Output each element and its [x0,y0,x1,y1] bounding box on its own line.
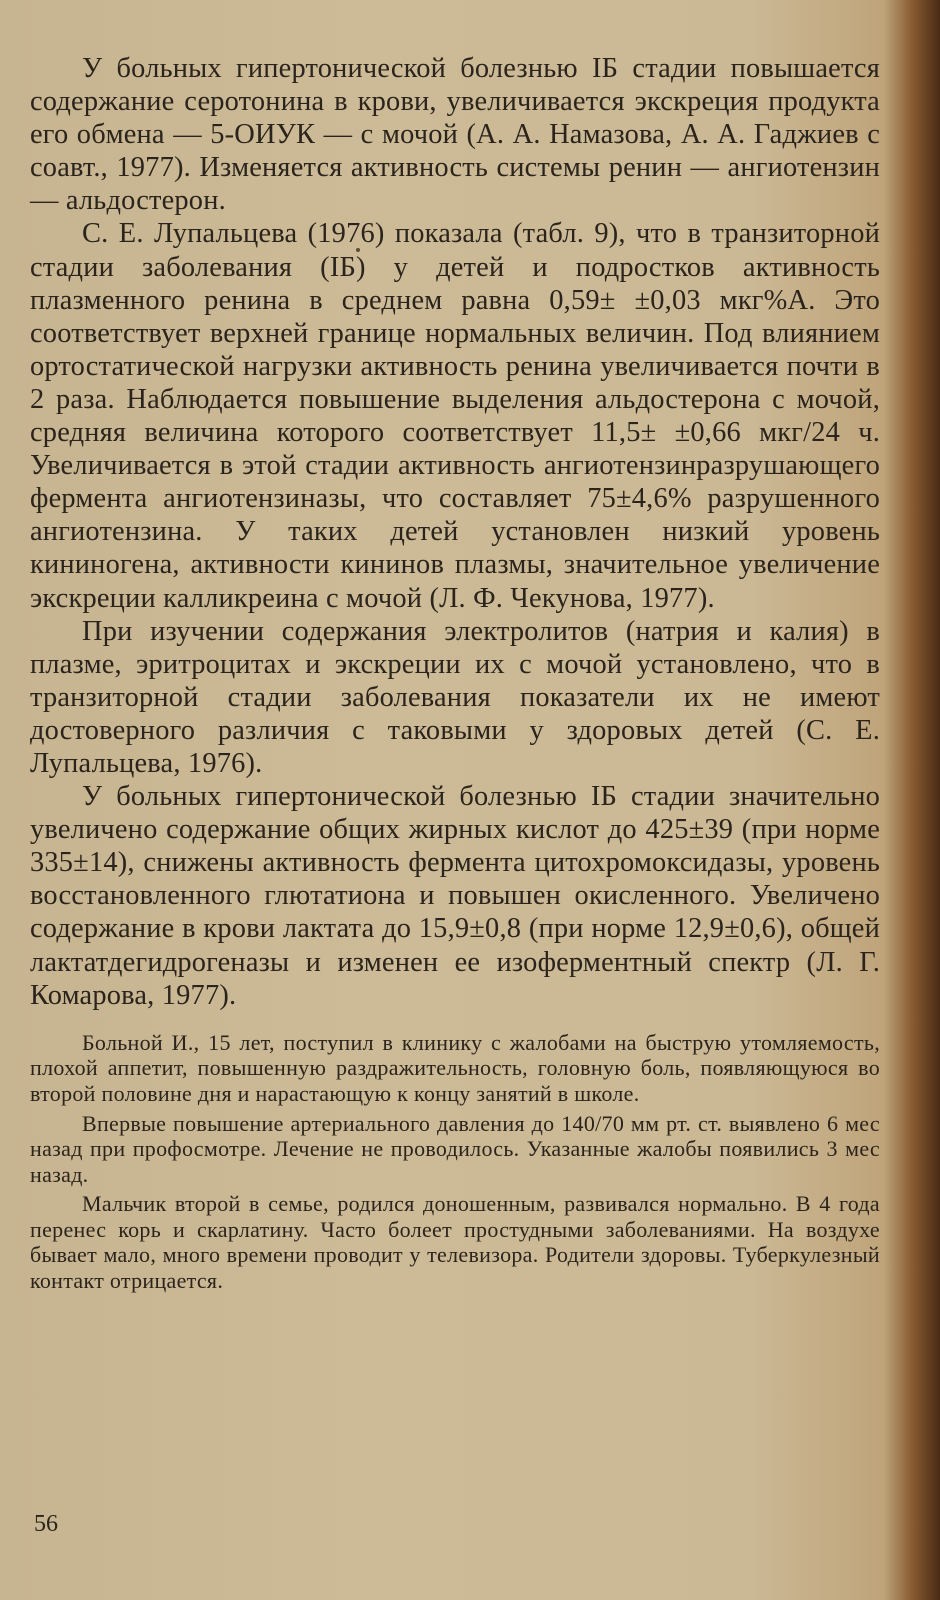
paragraph-serotonin: У больных гипертонической болезнью IБ стадии повышается содержание серотонина в крови, увеличивается экскреция продукта его обмена — 5-ОИУК — с мочой (А. А. Намазова, А. А. Гаджиев с соавт., 1977). Изменяется активность системы ренин — ангиотензин — альдостерон. [30,53,880,217]
case-history: Мальчик второй в семье, родился доношенным, развивался нормально. В 4 года перенес корь и скарлатину. Часто болеет простудными заболеваниями. На воздухе бывает мало, много времени проводит у телевизора. Родители здоровы. Туберкулезный контакт отрицается. [30,1191,880,1294]
paragraph-renin: С. Е. Лупальцева (1976) показала (табл. 9), что в транзиторной стадии заболевания (IБ) у детей и подростков активность плазменного ренина в среднем равна 0,59± ±0,03 мкг%А. Это соответствует верхней границе нормальных величин. Под влиянием ортостатической нагрузки активность ренина увеличивается почти в 2 раза. Наблюдается повышение выделения альдостерона с мочой, средняя величина которого соответствует 11,5± ±0,66 мкг/24 ч. Увеличивается в этой стадии активность ангиотензинразрушающего фермента ангиотензиназы, что составляет 75±4,6% разрушенного ангиотензина. У таких детей установлен низкий уровень кининогена, активности кининов плазмы, значительное увеличение экскреции калликреина с мочой (Л. Ф. Чекунова, 1977). [30,218,880,614]
case-blood-pressure: Впервые повышение артериального давления до 140/70 мм рт. ст. выявлено 6 мес назад при профосмотре. Лечение не проводилось. Указанные жалобы появились 3 мес назад. [30,1110,880,1187]
case-report [30,1030,880,1294]
page-body [30,52,880,1294]
page-number: 56 [34,1511,58,1537]
case-complaints: Больной И., 15 лет, поступил в клинику с жалобами на быструю утомляемость, плохой аппетит, повышенную раздражительность, головную боль, появляющуюся во второй половине дня и нарастающую к концу занятий в школе. [30,1029,880,1106]
paragraph-fatty-acids: У больных гипертонической болезнью IБ стадии значительно увеличено содержание общих жирных кислот до 425±39 (при норме 335±14), снижены активность фермента цитохромоксидазы, уровень восстановленного глютатиона и повышен окисленного. Увеличено содержание в крови лактата до 15,9±0,8 (при норме 12,9±0,6), общей лактатдегидрогеназы и изменен ее изоферментный спектр (Л. Г. Комарова, 1977). [30,781,880,1011]
paragraph-electrolytes: При изучении содержания электролитов (натрия и калия) в плазме, эритроцитах и экскреции их с мочой установлено, что в транзиторной стадии заболевания показатели их не имеют достоверного различия с таковыми у здоровых детей (С. Е. Лупальцева, 1976). [30,615,880,779]
